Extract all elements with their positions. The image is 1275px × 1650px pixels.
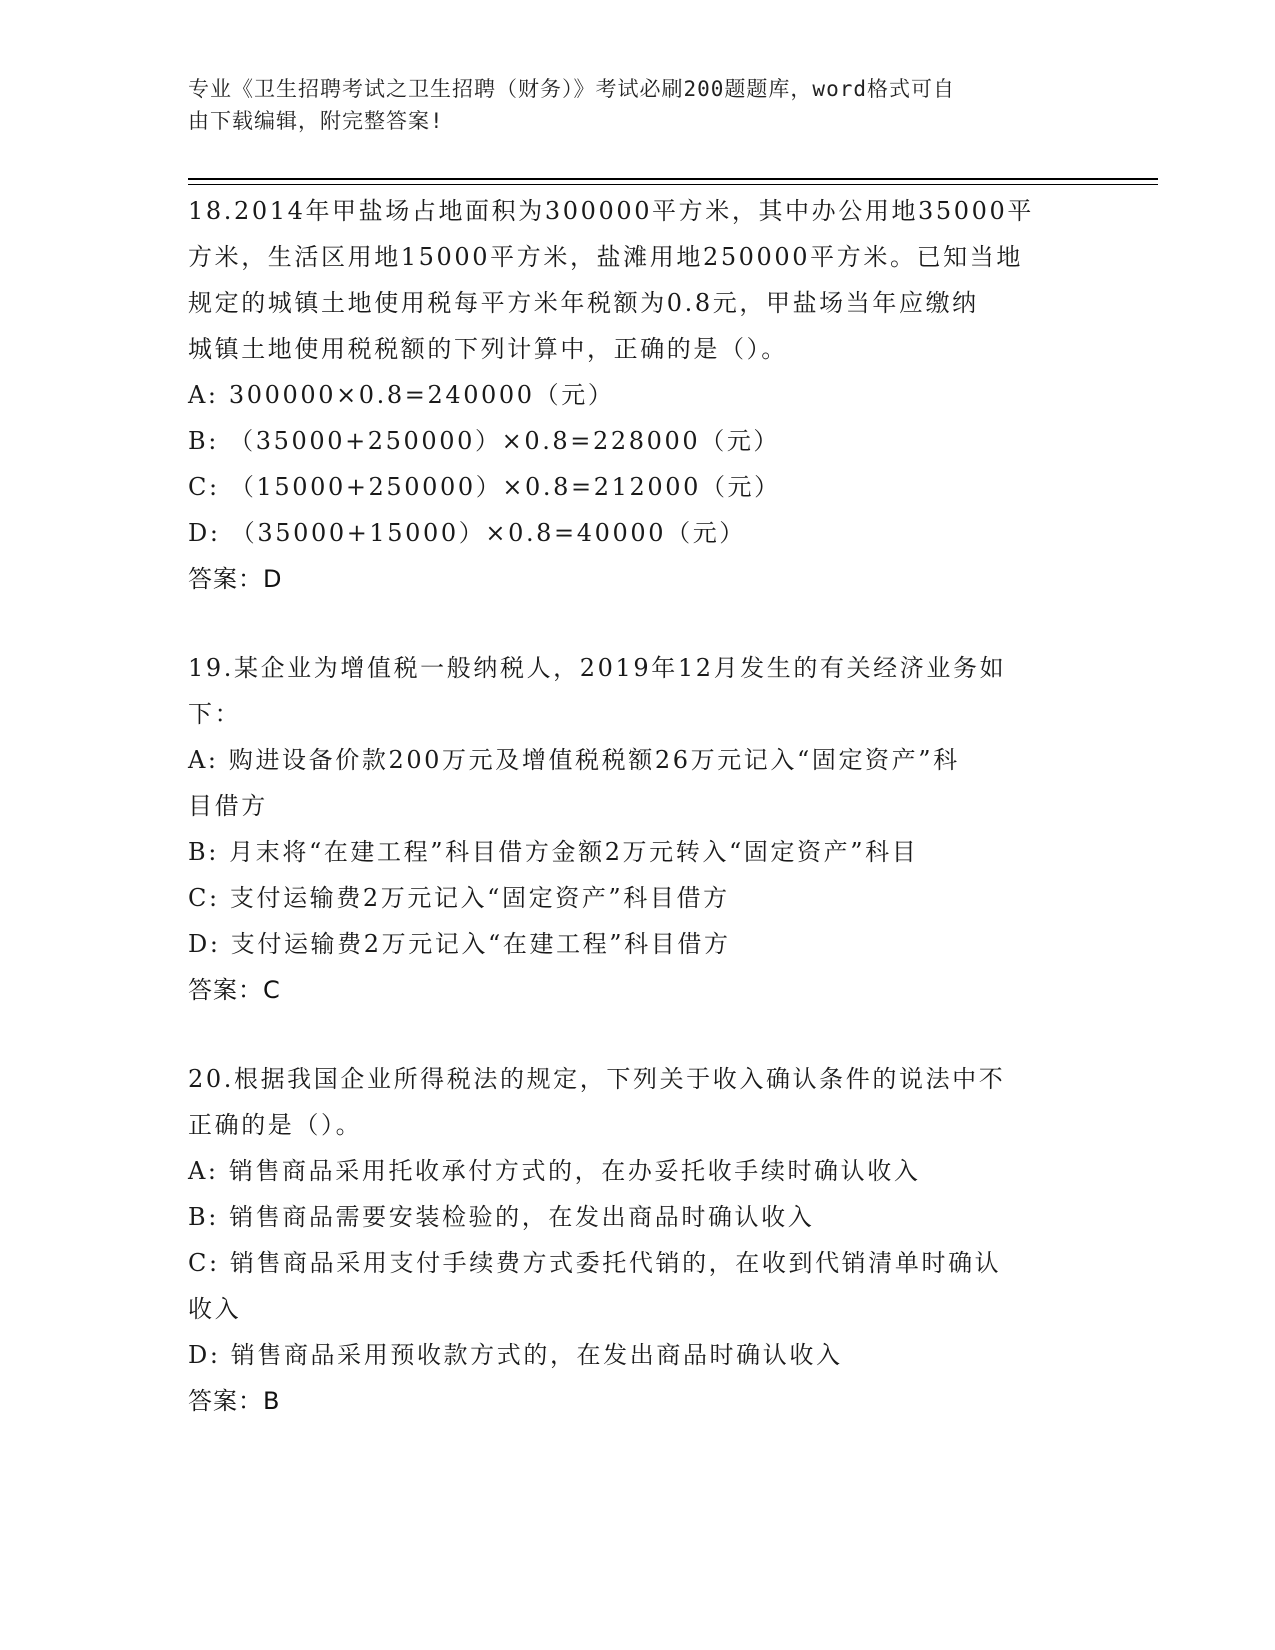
option-b: B: 销售商品需要安装检验的，在发出商品时确认收入: [188, 1203, 815, 1231]
question-list: [188, 188, 1088, 1467]
option-a: A: 购进设备价款200万元及增值税税额26万元记入“固定资产”科: [188, 746, 960, 774]
header-divider-thin: [188, 184, 1158, 185]
question-stem-line: 规定的城镇土地使用税每平方米年税额为0.8元，甲盐场当年应缴纳: [188, 289, 979, 317]
question-20: [188, 1056, 1088, 1424]
option-b: B: （35000+250000）×0.8=228000（元）: [188, 427, 781, 455]
option-a: A: 销售商品采用托收承付方式的，在办妥托收手续时确认收入: [188, 1157, 921, 1185]
option-c-continued: 收入: [188, 1295, 242, 1323]
question-stem-line: 正确的是（）。: [188, 1111, 363, 1139]
option-a: A: 300000×0.8=240000（元）: [188, 381, 615, 409]
question-19: [188, 645, 1088, 1013]
option-a-continued: 目借方: [188, 792, 268, 820]
option-c: C: （15000+250000）×0.8=212000（元）: [188, 473, 781, 501]
question-stem-line: 方米，生活区用地15000平方米，盐滩用地250000平方米。已知当地: [188, 243, 1023, 271]
question-stem-line: 20.根据我国企业所得税法的规定，下列关于收入确认条件的说法中不: [188, 1065, 1006, 1093]
header-divider-thick: [188, 178, 1158, 180]
question-stem-line: 19.某企业为增值税一般纳税人，2019年12月发生的有关经济业务如: [188, 654, 1007, 682]
option-d: D: 支付运输费2万元记入“在建工程”科目借方: [188, 930, 731, 958]
question-stem-line: 城镇土地使用税税额的下列计算中，正确的是（）。: [188, 335, 788, 363]
option-b: B: 月末将“在建工程”科目借方金额2万元转入“固定资产”科目: [188, 838, 919, 866]
answer-label: 答案：B: [188, 1387, 281, 1415]
question-18: [188, 188, 1088, 602]
question-stem-line: 18.2014年甲盐场占地面积为300000平方米，其中办公用地35000平: [188, 197, 1035, 225]
question-stem-line: 下：: [188, 700, 242, 728]
header-line-2: 由下载编辑，附完整答案!: [188, 109, 444, 133]
option-c: C: 销售商品采用支付手续费方式委托代销的，在收到代销清单时确认: [188, 1249, 1002, 1277]
answer-label: 答案：D: [188, 565, 283, 593]
option-c: C: 支付运输费2万元记入“固定资产”科目借方: [188, 884, 730, 912]
option-d: D: 销售商品采用预收款方式的，在发出商品时确认收入: [188, 1341, 843, 1369]
answer-label: 答案：C: [188, 976, 281, 1004]
option-d: D: （35000+15000）×0.8=40000（元）: [188, 519, 746, 547]
document-header: [188, 73, 1088, 137]
header-line-1: 专业《卫生招聘考试之卫生招聘（财务）》考试必刷200题题库，word格式可自: [188, 77, 955, 101]
